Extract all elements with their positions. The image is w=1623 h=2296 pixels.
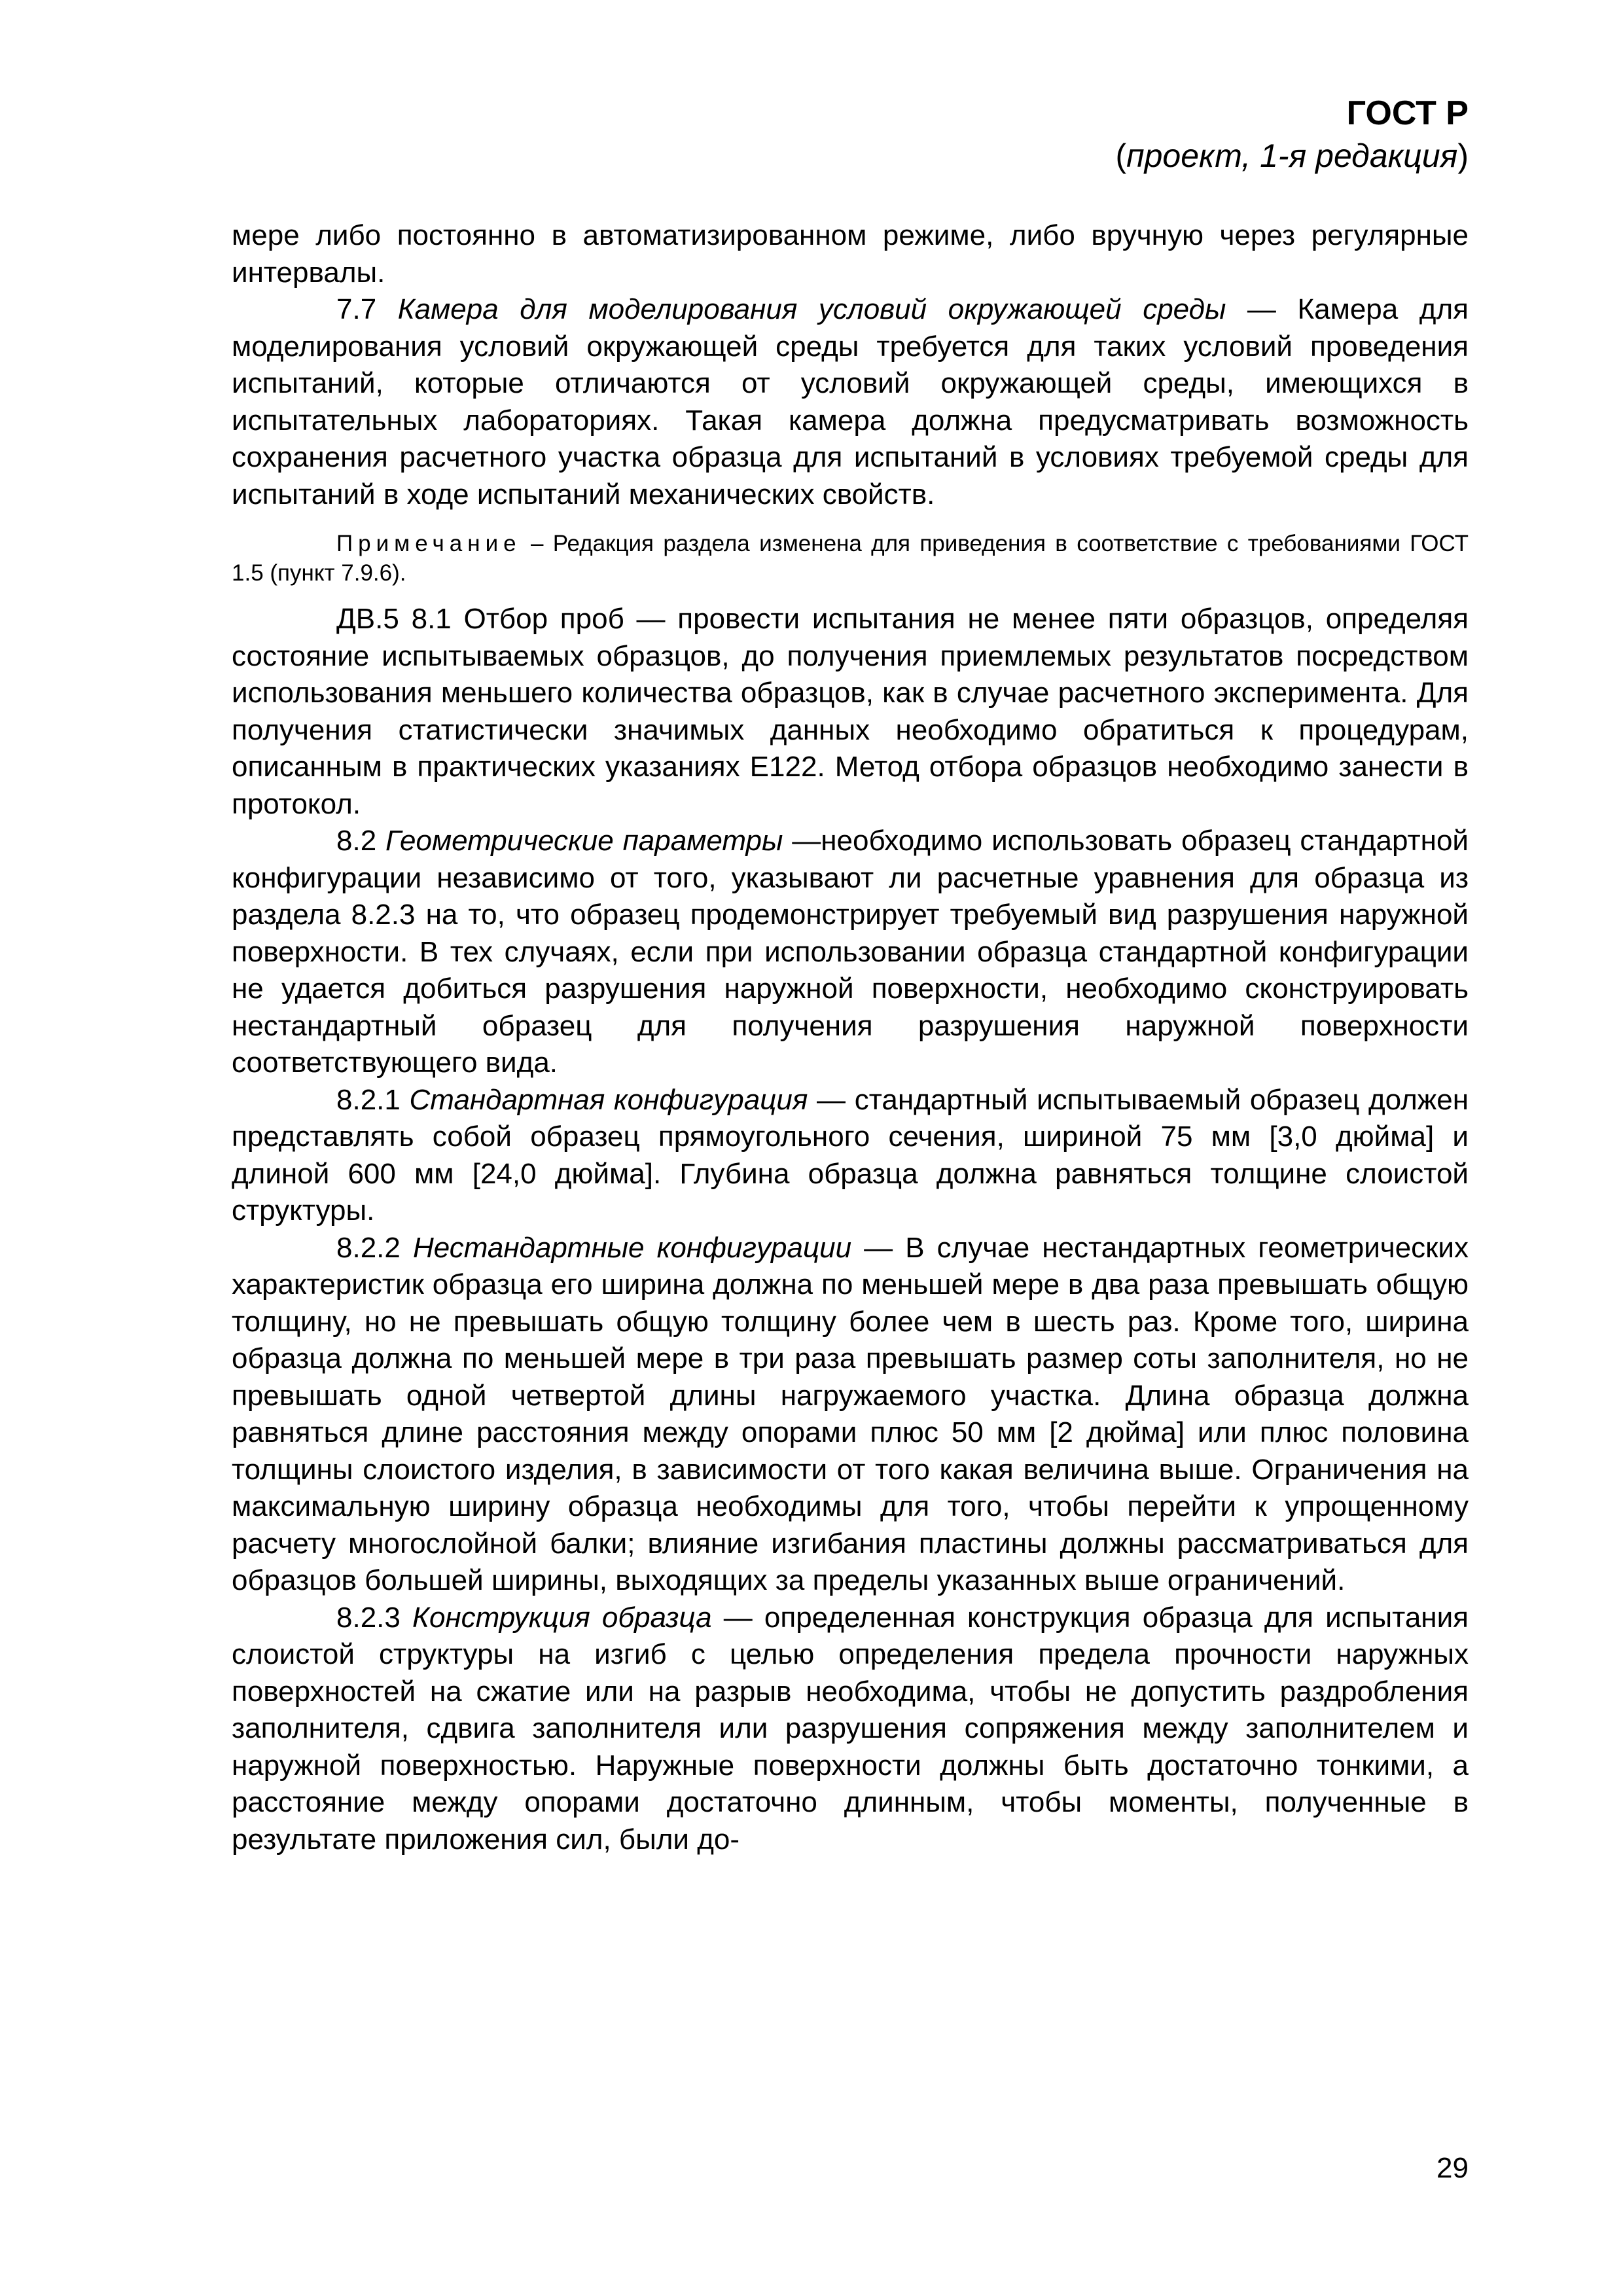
clause-body: — Камера для моделирования условий окружающей среды требуется для таких условий проведения испытаний, которые отличаются от условий окружающей среды, имеющихся в испытательных лабораториях. Такая камера должна предусматривать возможность сохранения расчетного участка образца для испытаний в условиях требуемой среды для испытаний в ходе испытаний механических свойств. [232, 293, 1469, 511]
document-header [1115, 92, 1469, 177]
edition-note [1115, 135, 1469, 177]
document-body [232, 217, 1469, 1858]
clause-title: Геометрические параметры [385, 825, 783, 857]
note-label: Примечание [336, 531, 522, 556]
standard-designation: ГОСТ Р [1346, 94, 1469, 132]
paragraph-8-2-1 [232, 1082, 1469, 1230]
clause-number: 8.2.3 [336, 1601, 413, 1634]
clause-body: — В случае нестандартных геометрических характеристик образца его ширина должна по меньшей мере в два раза превышать общую толщину, но не превышать общую толщину более чем в шесть раз. Кроме того, ширина образца должна по меньшей мере в три раза превышать размер соты заполнителя, но не превышать одной четвертой длины нагружаемого участка. Длина образца должна равняться длине расстояния между опорами плюс 50 мм [2 дюйма] или плюс половина толщины слоистого изделия, в зависимости от того какая величина выше. Ограничения на максимальную ширину образца необходимы для того, чтобы перейти к упрощенному расчету многослойной балки; влияние изгибания пластины должны рассматриваться для образцов большей ширины, выходящих за пределы указанных выше ограничений. [232, 1231, 1469, 1596]
edition-open-paren: ( [1115, 137, 1127, 174]
note-body: – Редакция раздела изменена для приведения в соответствие с требованиями ГОСТ 1.5 (пункт 7.9.6). [232, 531, 1469, 586]
edition-close-paren: ) [1457, 137, 1469, 174]
paragraph-7-7 [232, 291, 1469, 513]
paragraph-8-2-3 [232, 1600, 1469, 1859]
paragraph-8-1: ДВ.5 8.1 Отбор проб — провести испытания не менее пяти образцов, определяя состояние испытываемых образцов, до получения приемлемых результатов посредством использования меньшего количества образцов, как в случае расчетного эксперимента. Для получения статистически значимых данных необходимо обратиться к процедурам, описанным в практических указаниях E122. Метод отбора образцов необходимо занести в протокол. [232, 603, 1469, 820]
clause-number: 7.7 [336, 293, 398, 325]
clause-title: Камера для моделирования условий окружающей среды [397, 293, 1226, 325]
clause-number: 8.2 [336, 825, 386, 857]
clause-number: 8.2.1 [336, 1083, 410, 1116]
clause-body: — определенная конструкция образца для испытания слоистой структуры на изгиб с целью определения предела прочности наружных поверхностей на сжатие или на разрыв необходима, чтобы не допустить раздробления заполнителя, сдвига заполнителя или разрушения сопряжения между заполнителем и наружной поверхностью. Наружные поверхности должны быть достаточно тонкими, а расстояние между опорами достаточно длинным, чтобы моменты, полученные в результате приложения сил, были до- [232, 1601, 1469, 1856]
paragraph-8-2-2 [232, 1230, 1469, 1600]
page-number: 29 [1436, 2152, 1469, 2184]
clause-body: — стандартный испытываемый образец должен представлять собой образец прямоугольного сечения, шириной 75 мм [3,0 дюйма] и длиной 600 мм [24,0 дюйма]. Глубина образца должна равняться толщине слоистой структуры. [232, 1083, 1469, 1227]
clause-title: Конструкция образца [412, 1601, 712, 1634]
paragraph-continuation: мере либо постоянно в автоматизированном режиме, либо вручную через регулярные интервалы. [232, 219, 1469, 289]
edition-text: проект, 1-я редакция [1126, 137, 1458, 174]
note-paragraph [232, 529, 1469, 588]
clause-title: Нестандартные конфигурации [412, 1231, 852, 1264]
clause-number: 8.2.2 [336, 1231, 413, 1264]
clause-title: Стандартная конфигурация [409, 1083, 808, 1116]
clause-body: —необходимо использовать образец стандартной конфигурации независимо от того, указывают ли расчетные уравнения для образца из раздела 8.2.3 на то, что образец продемонстрирует требуемый вид разрушения наружной поверхности. В тех случаях, если при использовании образца стандартной конфигурации не удается добиться разрушения наружной поверхности, необходимо сконструировать нестандартный образец для получения разрушения наружной поверхности соответствующего вида. [232, 825, 1469, 1079]
paragraph-8-2 [232, 823, 1469, 1082]
